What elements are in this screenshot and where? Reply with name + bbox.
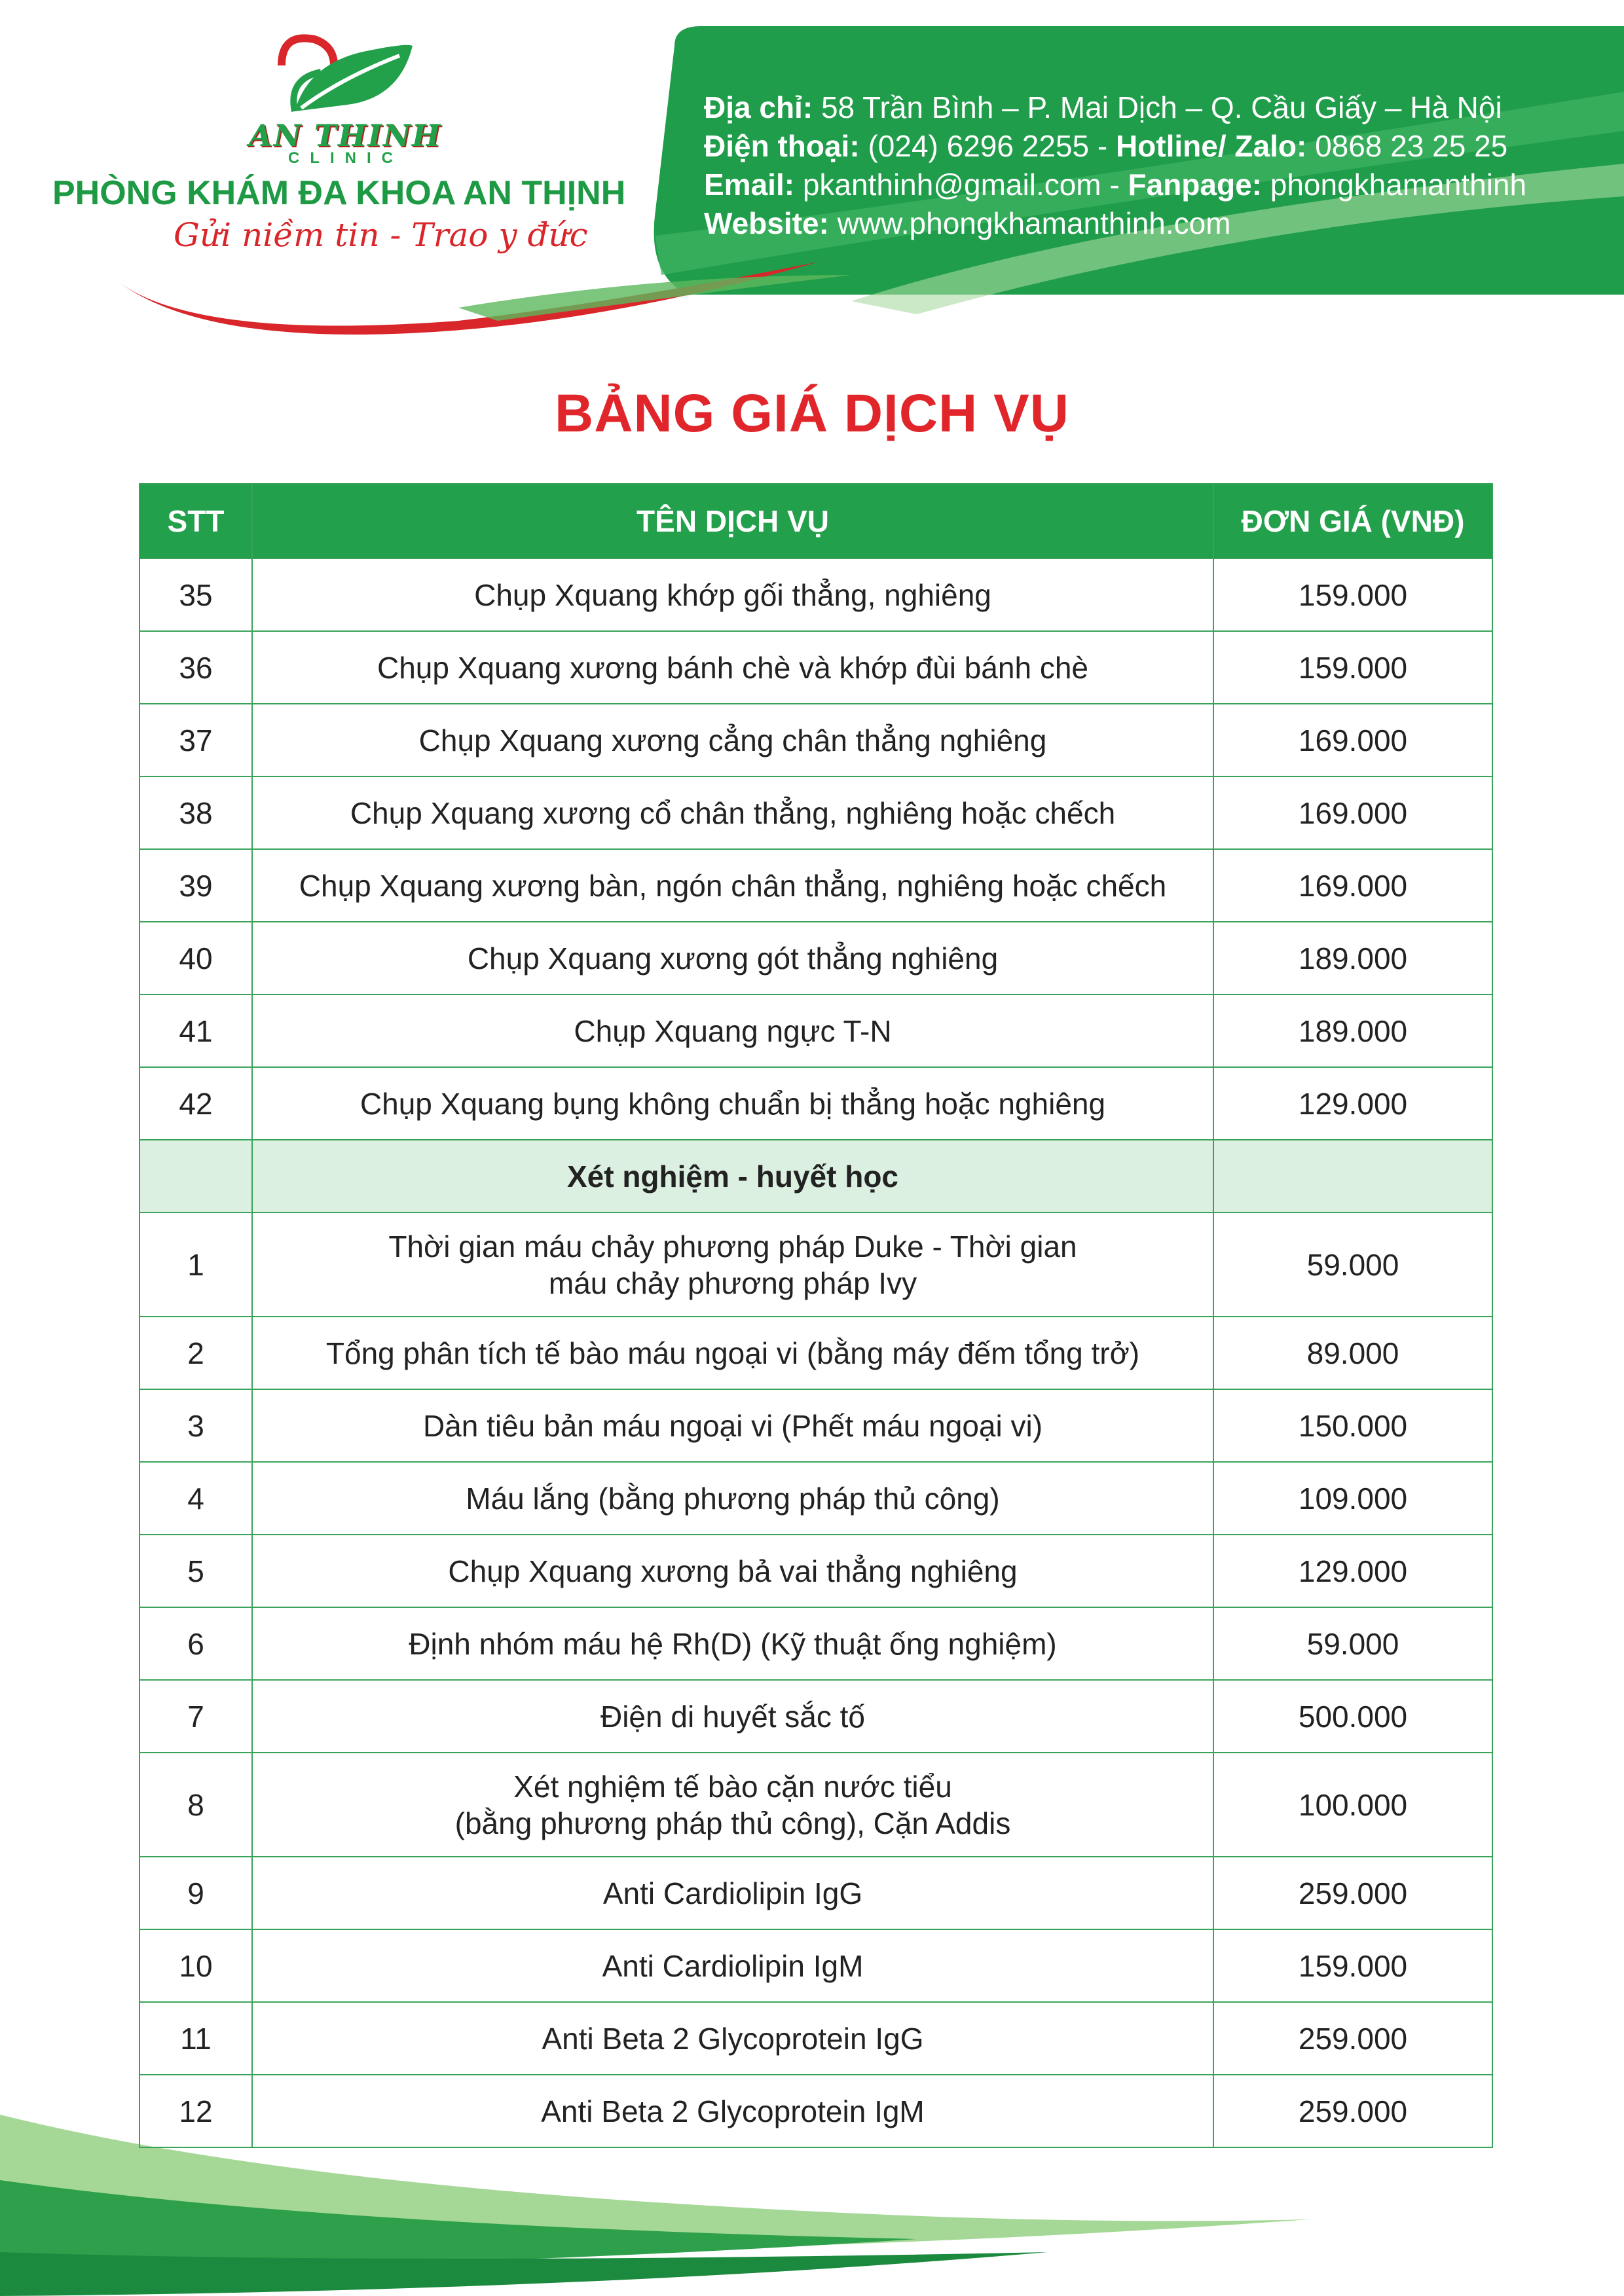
header-stt: STT (139, 484, 252, 558)
table-row (139, 776, 1492, 849)
table-row (139, 1317, 1492, 1389)
cell-price: 189.000 (1213, 922, 1492, 994)
cell-stt: 7 (139, 1680, 252, 1753)
cell-price: 129.000 (1213, 1067, 1492, 1140)
table-row (139, 922, 1492, 994)
cell-name: Dàn tiêu bản máu ngoại vi (Phết máu ngoại vi) (252, 1389, 1213, 1462)
cell-stt: 8 (139, 1753, 252, 1857)
cell-price: 129.000 (1213, 1535, 1492, 1607)
cell-name: Định nhóm máu hệ Rh(D) (Kỹ thuật ống nghiệm) (252, 1607, 1213, 1680)
address-line (704, 88, 1526, 127)
cell-price: 159.000 (1213, 1929, 1492, 2002)
table-row (139, 1857, 1492, 1929)
cell-stt: 2 (139, 1317, 252, 1389)
cell-price: 500.000 (1213, 1680, 1492, 1753)
table-row (139, 1535, 1492, 1607)
cell-stt: 1 (139, 1212, 252, 1317)
cell-stt: 4 (139, 1462, 252, 1535)
cell-price: 100.000 (1213, 1753, 1492, 1857)
email-label: Email: (704, 168, 795, 202)
cell-name-line2: máu chảy phương pháp Ivy (548, 1266, 917, 1300)
cell-name: Chụp Xquang xương bánh chè và khớp đùi bánh chè (252, 631, 1213, 704)
cell-name: Điện di huyết sắc tố (252, 1680, 1213, 1753)
table-row (139, 1212, 1492, 1317)
table-row (139, 994, 1492, 1067)
table-header-row (139, 484, 1492, 558)
header-price: ĐƠN GIÁ (VNĐ) (1213, 484, 1492, 558)
cell-stt: 35 (139, 558, 252, 631)
section-price-empty (1213, 1140, 1492, 1212)
cell-name: Anti Beta 2 Glycoprotein IgG (252, 2002, 1213, 2075)
table-row (139, 1462, 1492, 1535)
email-line (704, 166, 1526, 204)
table-row (139, 1389, 1492, 1462)
cell-stt: 3 (139, 1389, 252, 1462)
cell-name (252, 1212, 1213, 1317)
cell-name: Máu lắng (bằng phương pháp thủ công) (252, 1462, 1213, 1535)
clinic-name: PHÒNG KHÁM ĐA KHOA AN THỊNH (52, 174, 626, 212)
cell-stt: 38 (139, 776, 252, 849)
fanpage-value[interactable]: phongkhamanthinh (1270, 168, 1527, 202)
cell-price: 259.000 (1213, 2075, 1492, 2147)
cell-stt: 37 (139, 704, 252, 776)
email-value[interactable]: pkanthinh@gmail.com - (802, 168, 1120, 202)
cell-stt: 9 (139, 1857, 252, 1929)
cell-stt: 39 (139, 849, 252, 922)
table-row (139, 849, 1492, 922)
cell-name: Chụp Xquang xương gót thẳng nghiêng (252, 922, 1213, 994)
cell-stt: 5 (139, 1535, 252, 1607)
table-row (139, 631, 1492, 704)
page-title: BẢNG GIÁ DỊCH VỤ (555, 384, 1069, 443)
table-row (139, 1067, 1492, 1140)
section-stt-empty (139, 1140, 252, 1212)
heart-leaf-logo-icon (255, 26, 426, 131)
table-row (139, 1753, 1492, 1857)
hotline-label: Hotline/ Zalo: (1115, 129, 1307, 163)
cell-stt: 42 (139, 1067, 252, 1140)
cell-name: Anti Cardiolipin IgG (252, 1857, 1213, 1929)
clinic-logo-block (46, 26, 635, 334)
phone-value[interactable]: (024) 6296 2255 - (868, 129, 1108, 163)
price-table (139, 483, 1493, 2148)
table-row (139, 704, 1492, 776)
cell-name: Chụp Xquang ngực T-N (252, 994, 1213, 1067)
cell-name-line1: Xét nghiệm tế bào cặn nước tiểu (513, 1769, 952, 1804)
table-row (139, 2002, 1492, 2075)
cell-stt: 10 (139, 1929, 252, 2002)
section-title: Xét nghiệm - huyết học (252, 1140, 1213, 1212)
cell-name-line1: Thời gian máu chảy phương pháp Duke - Thời gian (388, 1229, 1077, 1264)
cell-name: Chụp Xquang xương cẳng chân thẳng nghiêng (252, 704, 1213, 776)
section-row (139, 1140, 1492, 1212)
cell-price: 59.000 (1213, 1607, 1492, 1680)
cell-name-line2: (bằng phương pháp thủ công), Cặn Addis (454, 1806, 1011, 1840)
cell-price: 189.000 (1213, 994, 1492, 1067)
cell-price: 150.000 (1213, 1389, 1492, 1462)
cell-stt: 12 (139, 2075, 252, 2147)
cell-stt: 40 (139, 922, 252, 994)
table-row (139, 1607, 1492, 1680)
cell-name: Chụp Xquang xương bả vai thẳng nghiêng (252, 1535, 1213, 1607)
cell-price: 159.000 (1213, 558, 1492, 631)
cell-price: 259.000 (1213, 2002, 1492, 2075)
cell-name: Anti Cardiolipin IgM (252, 1929, 1213, 2002)
cell-price: 169.000 (1213, 849, 1492, 922)
cell-name: Chụp Xquang khớp gối thẳng, nghiêng (252, 558, 1213, 631)
cell-name: Tổng phân tích tế bào máu ngoại vi (bằng máy đếm tổng trở) (252, 1317, 1213, 1389)
cell-stt: 11 (139, 2002, 252, 2075)
cell-stt: 6 (139, 1607, 252, 1680)
address-label: Địa chỉ: (704, 90, 813, 124)
contact-info (704, 88, 1526, 243)
website-line (704, 204, 1526, 243)
cell-name: Chụp Xquang xương bàn, ngón chân thẳng, nghiêng hoặc chếch (252, 849, 1213, 922)
cell-stt: 41 (139, 994, 252, 1067)
cell-name: Anti Beta 2 Glycoprotein IgM (252, 2075, 1213, 2147)
logo-sub-text: CLINIC (288, 149, 403, 167)
cell-price: 169.000 (1213, 776, 1492, 849)
cell-price: 59.000 (1213, 1212, 1492, 1317)
website-label: Website: (704, 206, 829, 240)
hotline-value[interactable]: 0868 23 25 25 (1315, 129, 1508, 163)
cell-price: 159.000 (1213, 631, 1492, 704)
table-row (139, 1929, 1492, 2002)
cell-price: 89.000 (1213, 1317, 1492, 1389)
phone-line (704, 127, 1526, 166)
cell-price: 259.000 (1213, 1857, 1492, 1929)
cell-name: Chụp Xquang bụng không chuẩn bị thẳng hoặc nghiêng (252, 1067, 1213, 1140)
table-row (139, 558, 1492, 631)
website-value[interactable]: www.phongkhamanthinh.com (837, 206, 1231, 240)
table-row (139, 2075, 1492, 2147)
cell-name: Chụp Xquang xương cổ chân thẳng, nghiêng hoặc chếch (252, 776, 1213, 849)
cell-stt: 36 (139, 631, 252, 704)
clinic-slogan: Gửi niềm tin - Trao y đức (174, 216, 588, 254)
table-row (139, 1680, 1492, 1753)
header-name: TÊN DỊCH VỤ (252, 484, 1213, 558)
cell-name (252, 1753, 1213, 1857)
fanpage-label: Fanpage: (1128, 168, 1262, 202)
logo-brand-text: AN THINH (249, 118, 442, 153)
address-value: 58 Trần Bình – P. Mai Dịch – Q. Cầu Giấy – Hà Nội (821, 90, 1502, 124)
cell-price: 169.000 (1213, 704, 1492, 776)
cell-price: 109.000 (1213, 1462, 1492, 1535)
phone-label: Điện thoại: (704, 129, 860, 163)
